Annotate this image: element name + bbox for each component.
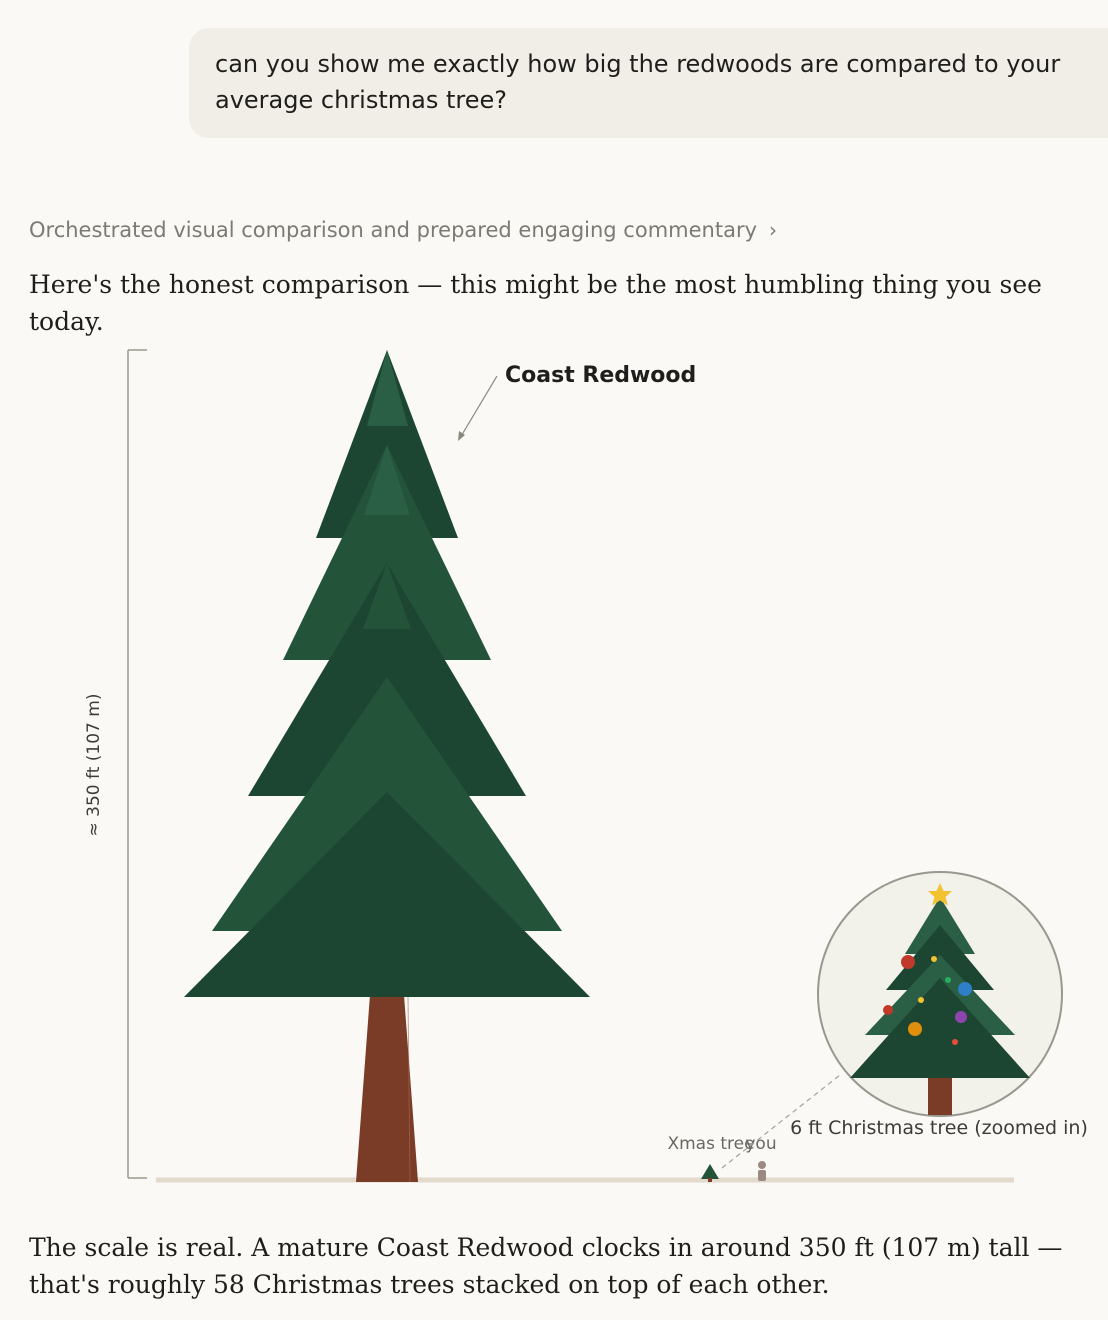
thinking-summary-text: Orchestrated visual comparison and prepared engaging commentary xyxy=(29,218,758,242)
zoom-circle xyxy=(818,872,1062,1116)
chevron-right-icon: › xyxy=(769,218,778,242)
thinking-summary-toggle[interactable] xyxy=(29,218,777,242)
redwood-label: Coast Redwood xyxy=(505,363,697,388)
redwood-label-pointer xyxy=(460,376,497,438)
user-message-text: can you show me exactly how big the redwoods are compared to your average christmas tree? xyxy=(215,50,1061,114)
height-label: ≈ 350 ft (107 m) xyxy=(84,693,104,837)
height-bracket xyxy=(128,350,147,1178)
you-label: you xyxy=(745,1134,777,1154)
redwood-comparison-figure xyxy=(0,330,1108,1200)
person-figure xyxy=(758,1161,766,1181)
redwood-tree xyxy=(184,350,590,1182)
answer-intro: Here's the honest comparison — this might be the most humbling thing you see today. xyxy=(29,270,1042,336)
zoom-tree-trunk xyxy=(928,1073,952,1115)
zoom-label: 6 ft Christmas tree (zoomed in) xyxy=(790,1117,1088,1139)
xmas-tree-label: Xmas tree xyxy=(667,1134,755,1154)
user-message-bubble xyxy=(189,28,1108,138)
answer-outro: The scale is real. A mature Coast Redwood clocks in around 350 ft (107 m) tall — that's roughly 58 Christmas trees stacked on top of each other. xyxy=(29,1233,1063,1299)
